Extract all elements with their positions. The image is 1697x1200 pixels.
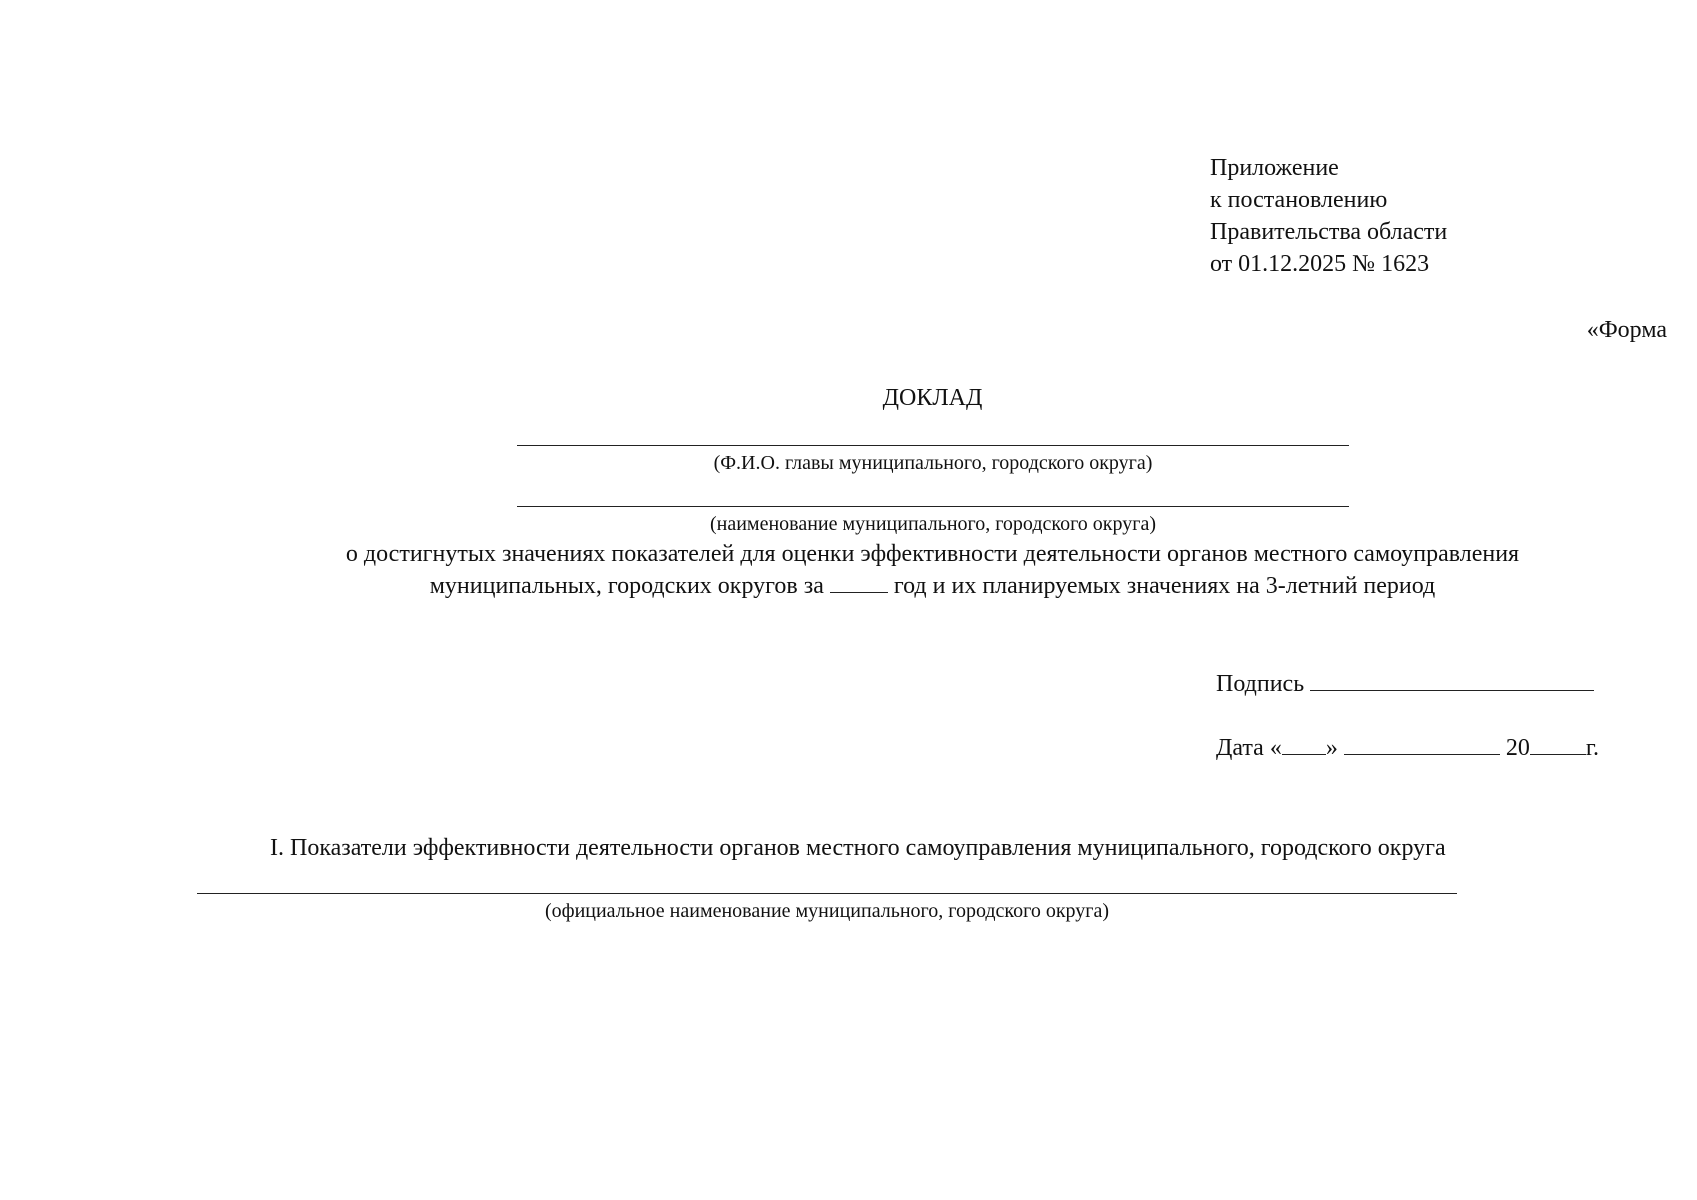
date-year-prefix: 20 bbox=[1505, 735, 1530, 761]
document-title: ДОКЛАД bbox=[882, 385, 983, 411]
date-year-blank[interactable] bbox=[1530, 732, 1586, 755]
signature-row bbox=[1216, 668, 1594, 700]
appendix-line-3: Правительства области bbox=[1210, 219, 1448, 245]
date-label: Дата « bbox=[1216, 735, 1282, 761]
form-mark: «Форма bbox=[1586, 317, 1667, 343]
date-day-blank[interactable] bbox=[1282, 732, 1326, 755]
report-subject-line-1: о достигнутых значениях показателей для оценки эффективности деятельности органов местного самоуправления bbox=[345, 541, 1520, 567]
report-subject-line-2-end: год и их планируемых значениях на 3-летний период bbox=[893, 573, 1436, 599]
fio-caption: (Ф.И.О. главы муниципального, городского округа) bbox=[713, 452, 1153, 474]
report-subject-line-2 bbox=[0, 570, 1697, 602]
appendix-line-4: от 01.12.2025 № 1623 bbox=[1210, 251, 1430, 277]
fio-blank-line[interactable] bbox=[517, 445, 1349, 446]
report-subject-line-2-start: муниципальных, городских округов за bbox=[429, 573, 824, 599]
official-name-blank-line[interactable] bbox=[197, 893, 1457, 894]
date-row bbox=[1216, 732, 1599, 764]
appendix-line-1: Приложение bbox=[1210, 155, 1339, 181]
report-year-blank[interactable] bbox=[830, 570, 888, 593]
appendix-line-2: к постановлению bbox=[1210, 187, 1388, 213]
date-close-quote: » bbox=[1325, 735, 1338, 761]
date-month-blank[interactable] bbox=[1344, 732, 1500, 755]
municipality-name-caption: (наименование муниципального, городского округа) bbox=[709, 513, 1157, 535]
municipality-name-blank-line[interactable] bbox=[517, 506, 1349, 507]
signature-blank[interactable] bbox=[1310, 668, 1594, 691]
signature-label: Подпись bbox=[1216, 671, 1305, 697]
official-name-caption: (официальное наименование муниципального, городского округа) bbox=[544, 900, 1110, 922]
appendix-block bbox=[1210, 152, 1447, 280]
section-heading: I. Показатели эффективности деятельности органов местного самоуправления муниципального, городского округа bbox=[270, 835, 1446, 861]
date-year-suffix: г. bbox=[1585, 735, 1599, 761]
